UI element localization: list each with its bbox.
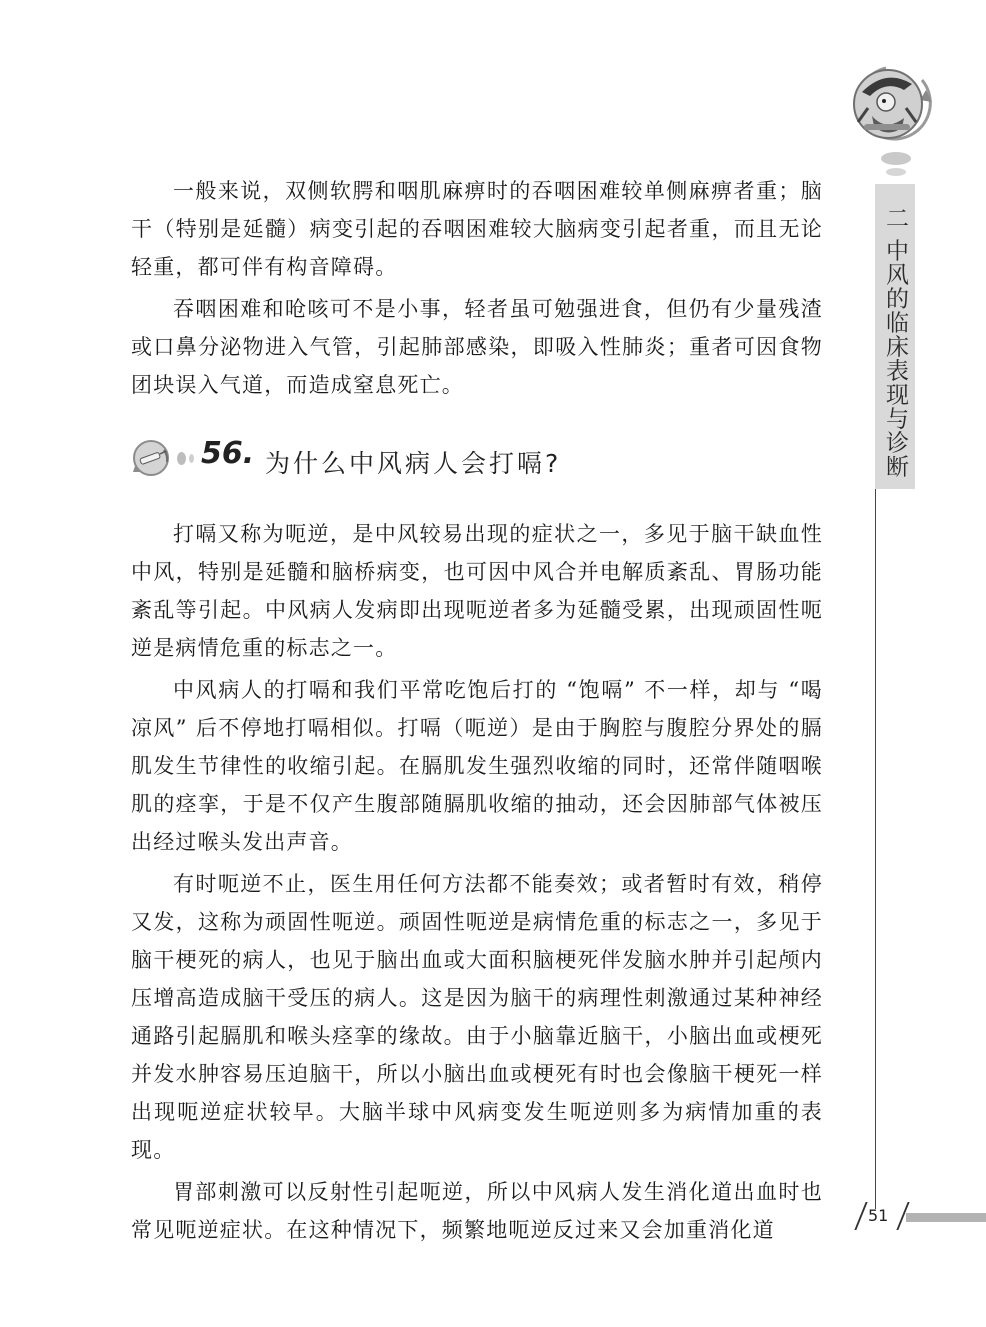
text-block-bottom — [131, 515, 823, 1249]
decor-dot-large — [881, 152, 911, 165]
heading-dot-small — [189, 454, 194, 463]
page-slash-left — [854, 1202, 867, 1230]
text-block-top — [131, 172, 823, 404]
paragraph: 有时呃逆不止，医生用任何方法都不能奏效；或者暂时有效，稍停又发，这称为顽固性呃逆。顽固性呃逆是病情危重的标志之一，多见于脑干梗死的病人，也见于脑出血或大面积脑梗死伴发脑水肿并引起颅内压增高造成脑干受压的病人。这是因为脑干的病理性刺激通过某种神经通路引起膈肌和喉头痉挛的缘故。由于小脑靠近脑干，小脑出血或梗死并发水肿容易压迫脑干，所以小脑出血或梗死有时也会像脑干梗死一样出现呃逆症状较早。大脑半球中风病变发生呃逆则多为病情加重的表现。 — [131, 872, 823, 1162]
paragraph: 一般来说，双侧软腭和咽肌麻痹时的吞咽困难较单侧麻痹者重；脑干（特别是延髓）病变引起的吞咽困难较大脑病变引起者重，而且无论轻重，都可伴有构音障碍。 — [131, 179, 823, 279]
chapter-title-vertical: 二 中风的临床表现与诊断 — [882, 206, 908, 479]
mascot-illustration — [846, 62, 942, 146]
decor-dot-small — [886, 168, 906, 176]
syringe-icon — [131, 438, 171, 478]
page-number-area — [846, 1200, 986, 1236]
chapter-side-tab — [875, 184, 915, 489]
question-title: 为什么中风病人会打嗝? — [265, 449, 562, 478]
heading-dot-large — [177, 452, 186, 465]
question-number: 56. — [201, 436, 255, 471]
page-bar — [906, 1213, 986, 1222]
paragraph: 胃部刺激可以反射性引起呃逆，所以中风病人发生消化道出血时也常见呃逆症状。在这种情况下，频繁地呃逆反过来又会加重消化道 — [131, 1180, 823, 1242]
side-rule — [875, 489, 876, 1209]
paragraph: 中风病人的打嗝和我们平常吃饱后打的 “饱嗝” 不一样，却与 “喝凉风” 后不停地打嗝相似。打嗝（呃逆）是由于胸腔与腹腔分界处的膈肌发生节律性的收缩引起。在膈肌发生强烈收缩的同时，还常伴随咽喉肌的痉挛，于是不仅产生腹部随膈肌收缩的抽动，还会因肺部气体被压出经过喉头发出声音。 — [131, 678, 823, 854]
paragraph: 打嗝又称为呃逆，是中风较易出现的症状之一，多见于脑干缺血性中风，特别是延髓和脑桥病变，也可因中风合并电解质紊乱、胃肠功能紊乱等引起。中风病人发病即出现呃逆者多为延髓受累，出现顽固性呃逆是病情危重的标志之一。 — [131, 522, 823, 660]
paragraph: 吞咽困难和呛咳可不是小事，轻者虽可勉强进食，但仍有少量残渣或口鼻分泌物进入气管，引起肺部感染，即吸入性肺炎；重者可因食物团块误入气道，而造成窒息死亡。 — [131, 297, 823, 397]
page-number: 51 — [868, 1206, 889, 1225]
question-heading — [131, 434, 823, 486]
